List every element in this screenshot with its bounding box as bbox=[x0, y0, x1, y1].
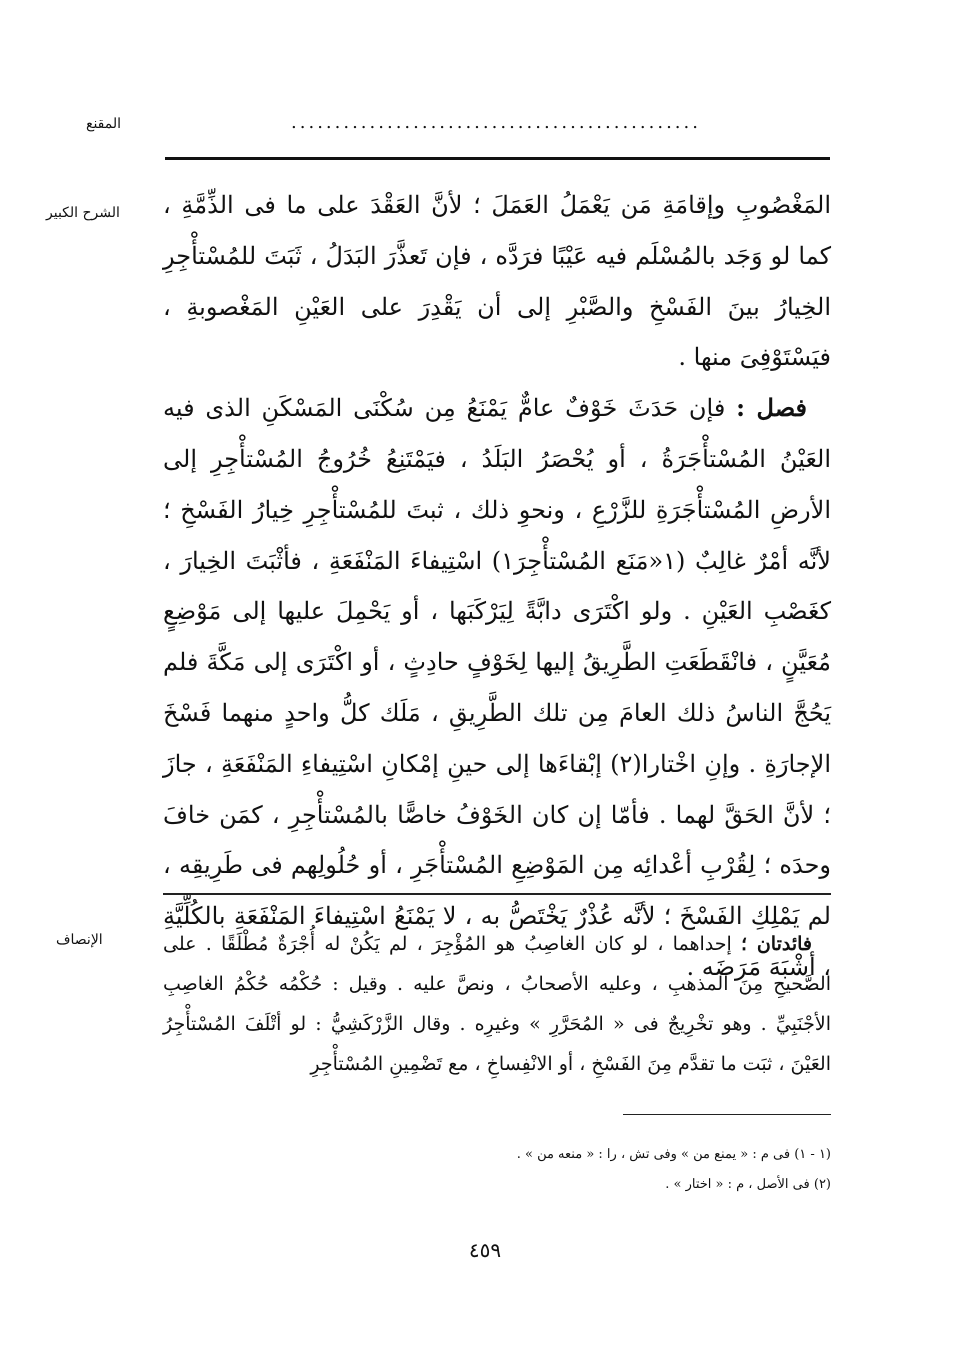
fasl-keyword: فصل : bbox=[736, 393, 807, 423]
sharh-text-block bbox=[163, 180, 831, 993]
header-dot-leader: ............................................... bbox=[291, 112, 701, 132]
insaf-text-block bbox=[163, 924, 831, 1084]
footnote-rule bbox=[623, 1114, 831, 1115]
side-label-sharh: الشرح الكبير bbox=[46, 205, 120, 221]
side-label-insaf: الإنصاف bbox=[56, 932, 103, 948]
insaf-paragraph bbox=[163, 924, 831, 1084]
page-number: ٤٥٩ bbox=[468, 1238, 502, 1262]
sharh-paragraph: المَغْصُوبِ وإقامَةِ مَن يَعْمَلُ العَمَلَ ؛ لأنَّ العَقْدَ على ما فى الذِّمَّةِ ، كما لو وَجَد بالمُسْلَم فيه عَيْبًا فرَدَّه ، فإن تَعذَّرَ البَدَلُ ، ثَبَتَ للمُسْتأْجِرِ الخِيارُ بينَ الفَسْخِ والصَّبْرِ إلى أن يَقْدِرَ على العَيْنِ المَغْصوبةِ ، فيَسْتَوْفِىَ منها . bbox=[163, 191, 831, 372]
fasl-paragraph bbox=[163, 383, 831, 993]
insaf-keyword: فائدتان ؛ bbox=[740, 933, 812, 955]
fasl-text: فإن حَدَثَ خَوْفٌ عامٌّ يَمْنَعُ مِن سُكْنَى المَسْكَنِ الذى فيه العَيْنُ المُسْتأْجَرَةُ ، أو يُحْصَرُ البَلَدُ ، فيَمْتَنِعُ خُرُوجُ المُسْتأْجِرِ إلى الأرضِ المُسْتأْجَرَةِ للزَّرْعِ ، ونحوِ ذلك ، ثبتَ للمُسْتأْجِرِ خِيارُ الفَسْخِ ؛ لأنَّه أمْرٌ غالِبٌ (١«مَنَع المُسْتأْجِرَ١) اسْتِيفاءَ المَنْفَعَةِ ، فأثْبَتَ الخِيارَ ، كغَصْبِ العَيْنِ . ولو اكْتَرَى دابَّةً لِيَرْكَبَها ، أو يَحْمِلَ عليها إلى مَوْضِعٍ مُعَيَّنٍ ، فانْقَطَعَتِ الطَّرِيقُ إليها لِخَوْفٍ حادِثٍ ، أو اكْتَرَى إلى مَكَّةَ فلم يَحُجَّ الناسُ ذلك العامَ مِن تلك الطَّرِيقِ ، مَلَك كلُّ واحدٍ منهما فَسْخَ الإجارَةِ . وإنِ اخْتارا(٢) إبْقاءَها إلى حينِ إمْكانِ اسْتِيفاءِ المَنْفَعَةِ ، جازَ ؛ لأنَّ الحَقَّ لهما . فأمّا إن كان الخَوْفُ خاصًّا بالمُسْتأْجِرِ ، كمَن خافَ وحدَه ؛ لِقُرْبِ أعْدائِه مِن المَوْضِعِ المُسْتأْجَرِ ، أو حُلُولِهم فى طَرِيقِه ، لم يَمْلِكِ الفَسْخَ ؛ لأنَّه عُذْرٌ يَخْتَصُّ به ، لا يَمْنَعُ اسْتِيفاءَ المَنْفَعَةِ بالكُلِّيَّةِ ، أشْبَهَ مَرَضَه . bbox=[163, 394, 831, 981]
footnote-1: (١ - ١) فى م : « يمنع من » وفى تش ، را : « منعه من » . bbox=[516, 1147, 831, 1162]
footnote-2: (٢) فى الأصل ، م : « اختار » . bbox=[665, 1177, 831, 1192]
insaf-text: إحداهما ، لو كان الغاصِبُ هو المُؤْجِرَ ، لم يَكُنْ له أُجْرَةٌ مُطْلَقًا . على الصَّحيحِ مِنَ المذهبِ ، وعليه الأصحابُ ، ونصَّ عليه . وقيل : حُكْمُه حُكْمُ الغاصِبِ الأجْنَبِيِّ . وهو تخْرِيجٌ فى « المُحَرَّرِ » وغيرِه . وقال الزَّرْكَشِيُّ : لو أتْلَفَ المُسْتأْجِرُ العَيْنَ ، ثبَت ما تقدَّم مِنَ الفَسْخِ ، أو الانْفِساخِ ، مع تَضْمِينِ المُسْتأْجِرِ bbox=[163, 933, 831, 1075]
running-title: المقنع bbox=[86, 116, 122, 132]
section-divider bbox=[163, 893, 831, 895]
header-rule bbox=[165, 157, 830, 160]
footnotes bbox=[400, 1140, 831, 1200]
